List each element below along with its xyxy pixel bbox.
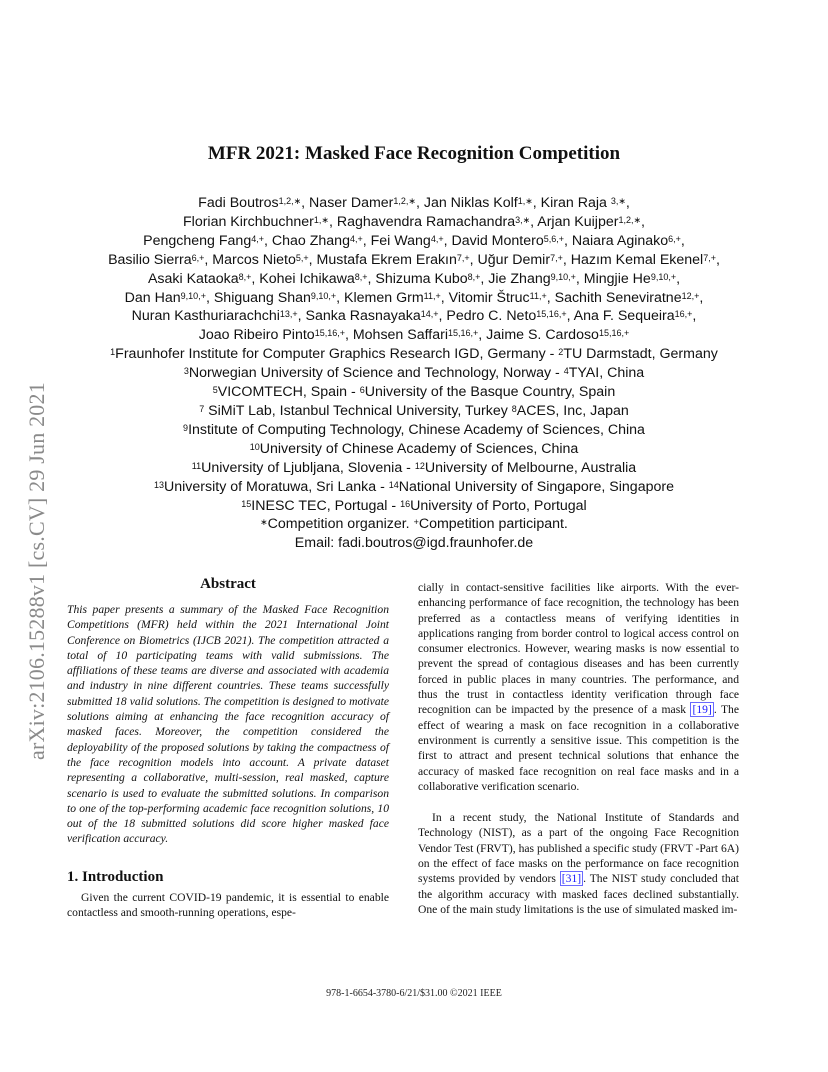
author-text: Basilio Sierra [108,251,192,268]
author-text: , Ana F. Sequeira [566,308,675,325]
author-text: Norwegian University of Science and Technology, Norway - [188,365,564,382]
affiliation-marker: 4 [563,366,569,377]
affiliation-marker: 9,10,+ [550,271,576,282]
author-text: University of Ljubljana, Slovenia - [201,459,415,476]
affiliation-marker: 1 [110,347,116,358]
author-text: , Shiguang Shan [205,289,311,306]
author-text: , Sanka Rasnayaka [297,308,421,325]
author-text: Florian Kirchbuchner [183,213,314,230]
author-text: Email: fadi.boutros@igd.fraunhofer.de [294,535,534,552]
author-affiliation-block [30,194,798,553]
affiliation-marker: 5,6,+ [543,233,565,244]
affiliation-marker: 13,+ [279,309,298,320]
author-text: University of Moratuwa, Sri Lanka - [164,478,389,495]
author-line [30,251,798,270]
affiliation-marker: 7 [199,403,205,414]
affiliation-marker: 1,2,∗ [393,196,416,206]
affiliation-marker: 9,10,+ [310,290,337,301]
author-text: University of the Basque Country, Spain [364,384,616,401]
affiliation-marker: 4,+ [430,233,444,244]
affiliation-marker: 16 [400,498,411,509]
affiliation-line [30,402,798,421]
author-line [30,194,798,213]
affiliation-marker: 9 [183,422,189,433]
author-text: , Vitomir Štruc [440,289,530,306]
author-text: , Mingjie He [575,270,651,287]
author-line [30,213,798,232]
affiliation-line [30,421,798,440]
author-text: , Shizuma Kubo [367,270,468,287]
affiliation-marker: 6 [359,385,365,396]
author-text: , Sachith Seneviratne [546,289,682,306]
affiliation-marker: 15,16,+ [314,328,345,339]
author-text: , Mustafa Ekrem Erakın [308,251,457,268]
author-text: University of Porto, Portugal [410,497,587,514]
citation-link-31[interactable]: [31] [561,872,582,886]
affiliation-marker: 14,+ [420,309,439,320]
author-text: , Chao Zhang [263,232,350,249]
author-text: , Jie Zhang [480,270,551,287]
author-text: , Kohei Ichikawa [251,270,355,287]
author-text: University of Chinese Academy of Sciences, China [259,440,579,457]
citation-link-19[interactable]: [19] [692,703,712,717]
affiliation-marker: 1,∗ [517,196,533,206]
author-text: Fraunhofer Institute for Computer Graphics Research IGD, Germany - [115,346,559,363]
affiliation-marker: 7,+ [703,252,716,263]
right-column [418,580,739,917]
affiliation-marker: 12 [414,460,425,471]
author-text: , Jaime S. Cardoso [478,327,599,344]
author-line [30,232,798,251]
author-text: , Kiran Raja [532,195,611,211]
author-text: INESC TEC, Portugal - [251,497,401,514]
author-text: , Jan Niklas Kolf [415,195,518,211]
affiliation-line [30,478,798,497]
affiliation-marker: 15,16,+ [598,328,630,339]
author-text: Asaki Kataoka [147,270,239,287]
author-text: , Mohsen Saffari [344,327,449,344]
affiliation-marker: 7,+ [456,252,470,263]
affiliation-marker: 7,+ [550,252,563,263]
author-text: , Hazım Kemal Ekenel [562,251,704,268]
affiliation-marker: 16,+ [674,309,693,320]
left-column [67,576,389,920]
author-text: , [625,195,630,211]
author-text: Nuran Kasthuriarachchi [131,308,280,325]
affiliation-marker: 15 [241,498,252,509]
author-text: SiMiT Lab, Istanbul Technical University, Turkey [204,402,512,419]
affiliation-marker: 3,∗ [515,214,531,225]
author-text: Fadi Boutros [198,195,279,211]
affiliation-line [30,440,798,459]
author-text: , [680,232,685,249]
paragraph-text: . The NIST study concluded that the algorithm accuracy with masked faces declined substantially. One of the main study limitations is the use of simulated masked im- [418,872,739,916]
author-text: , Uğur Demir [469,251,551,268]
author-text: Pengcheng Fang [143,232,252,249]
author-text: ACES, Inc, Japan [516,402,629,419]
author-text: National University of Singapore, Singapore [398,478,674,495]
author-text: , David Montero [443,232,544,249]
affiliation-marker: 1,2,∗ [618,214,642,225]
copyright-footer: 978-1-6654-3780-6/21/$31.00 ©2021 IEEE [326,988,502,999]
abstract-text: This paper presents a summary of the Masked Face Recognition Competitions (MFR) held within the 2021 International Joint Conference on Biometrics (IJCB 2021). The competition attracted a total of 10 participating teams with valid submissions. The affiliations of these teams are diverse and associated with academia and industry in nine different countries. These teams successfully submitted 18 valid solutions. The competition is designed to motivate solutions aiming at enhancing the face recognition accuracy of masked faces. Moreover, the competition considered the deployability of the proposed solutions by taking the compactness of the face recognition models into account. A private dataset representing a collaborative, multi-session, real masked, capture scenario is used to evaluate the submitted solutions. In comparison to one of the top-performing academic face recognition solutions, 10 out of the 18 submitted solutions did score higher masked face verification accuracy. [67,603,389,846]
affiliation-marker: 11,+ [529,290,547,301]
affiliation-marker: 10 [249,441,260,452]
paragraph-text: In a recent study, the National Institute of Standards and Technology (NIST), as a part of the ongoing Face Recognition Vendor Test (FRVT), has published a specific study (FRVT -Part 6A) on the effect of face masks on the performance on face recognition systems provided by vendors [418,811,739,886]
abstract-heading: Abstract [200,576,256,592]
affiliation-line [30,364,798,383]
affiliation-marker: 4,+ [349,233,363,244]
author-text: Institute of Computing Technology, Chinese Academy of Sciences, China [188,421,645,438]
affiliation-marker: 11 [191,460,202,471]
author-text: , Fei Wang [362,232,431,249]
author-text: University of Melbourne, Australia [424,459,637,476]
author-text: , [692,308,697,325]
affiliation-line [30,345,798,364]
nist-paragraph [418,810,739,917]
author-text: Competition organizer. [267,516,414,533]
arxiv-sidebar-id: arXiv:2106.15288v1 [cs.CV] 29 Jun 2021 [24,382,49,760]
author-text: , [641,213,645,230]
author-text: , [676,270,681,287]
affiliation-marker: ∗ [260,517,268,528]
author-text: , Raghavendra Ramachandra [328,213,516,230]
paper-title: MFR 2021: Masked Face Recognition Competition [207,143,621,164]
affiliation-marker: 8,+ [238,271,252,282]
affiliation-marker: 13 [154,479,165,490]
affiliation-line [30,515,798,534]
affiliation-marker: 1,∗ [313,214,329,225]
author-line [30,289,798,308]
affiliation-marker: 1,2,∗ [278,196,302,206]
affiliation-marker: 12,+ [681,290,700,301]
affiliation-marker: + [413,517,419,528]
author-line [30,307,798,326]
affiliation-marker: 4,+ [251,233,264,244]
author-text: TYAI, China [568,365,645,382]
paragraph-text: cially in contact-sensitive facilities like airports. With the ever-enhancing performance of face recognition, the technology has been preferred as a contactless means of verifying identities in applications ranging from border control to logical access control on consumer electronics. However, wearing masks is now essential to prevent the spread of contagious diseases and has been currently forced in public places in many countries. The performance, and thus the trust in contactless identity verification through face recognition can be impacted by the presence of a mask [418,581,739,717]
affiliation-line [30,497,798,516]
author-text: , Naiara Aginako [564,232,669,249]
affiliation-line [30,383,798,402]
affiliation-marker: 9,10,+ [650,271,677,282]
author-line [30,326,798,345]
affiliation-marker: 6,+ [191,252,205,263]
author-line [30,270,798,289]
affiliation-marker: 15,16,+ [448,328,479,339]
author-text: TU Darmstadt, Germany [563,346,718,363]
author-text: Dan Han [124,289,181,306]
author-text: Competition participant. [418,516,568,533]
affiliation-marker: 14 [388,479,399,490]
intro-paragraph-continued [418,580,739,794]
author-text: , [699,289,704,306]
affiliation-marker: 3,∗ [610,196,626,206]
author-text: , Klemen Grm [336,289,424,306]
affiliation-marker: 5 [212,385,218,396]
introduction-paragraph: Given the current COVID-19 pandemic, it is essential to enable contactless and smooth-running operations, espe- [67,890,389,920]
affiliation-marker: 9,10,+ [180,290,206,301]
author-text: , Marcos Nieto [204,251,296,268]
affiliation-marker: 8 [511,403,517,414]
paragraph-text: . The effect of wearing a mask on face recognition in a collaborative environment is currently a sensitive issue. This competition is the first to attract and present technical solutions that enhance the accuracy of masked face recognition on real face masks and in a collaborative verification scenario. [418,703,739,793]
affiliation-line [30,534,798,553]
affiliation-marker: 8,+ [467,271,481,282]
affiliation-marker: 15,16,+ [536,309,567,320]
author-text: , [715,251,720,268]
affiliation-marker: 5,+ [295,252,309,263]
affiliation-marker: 8,+ [354,271,368,282]
affiliation-marker: 3 [183,366,189,377]
affiliation-marker: 6,+ [668,233,681,244]
author-text: VICOMTECH, Spain - [217,384,360,401]
author-text: , Pedro C. Neto [438,308,537,325]
affiliation-marker: 2 [558,347,564,358]
author-text: , Arjan Kuijper [530,213,619,230]
author-text: , Naser Damer [301,195,394,211]
introduction-heading: 1. Introduction [67,868,164,885]
author-text: Joao Ribeiro Pinto [198,327,315,344]
affiliation-line [30,459,798,478]
affiliation-marker: 11,+ [423,290,441,301]
